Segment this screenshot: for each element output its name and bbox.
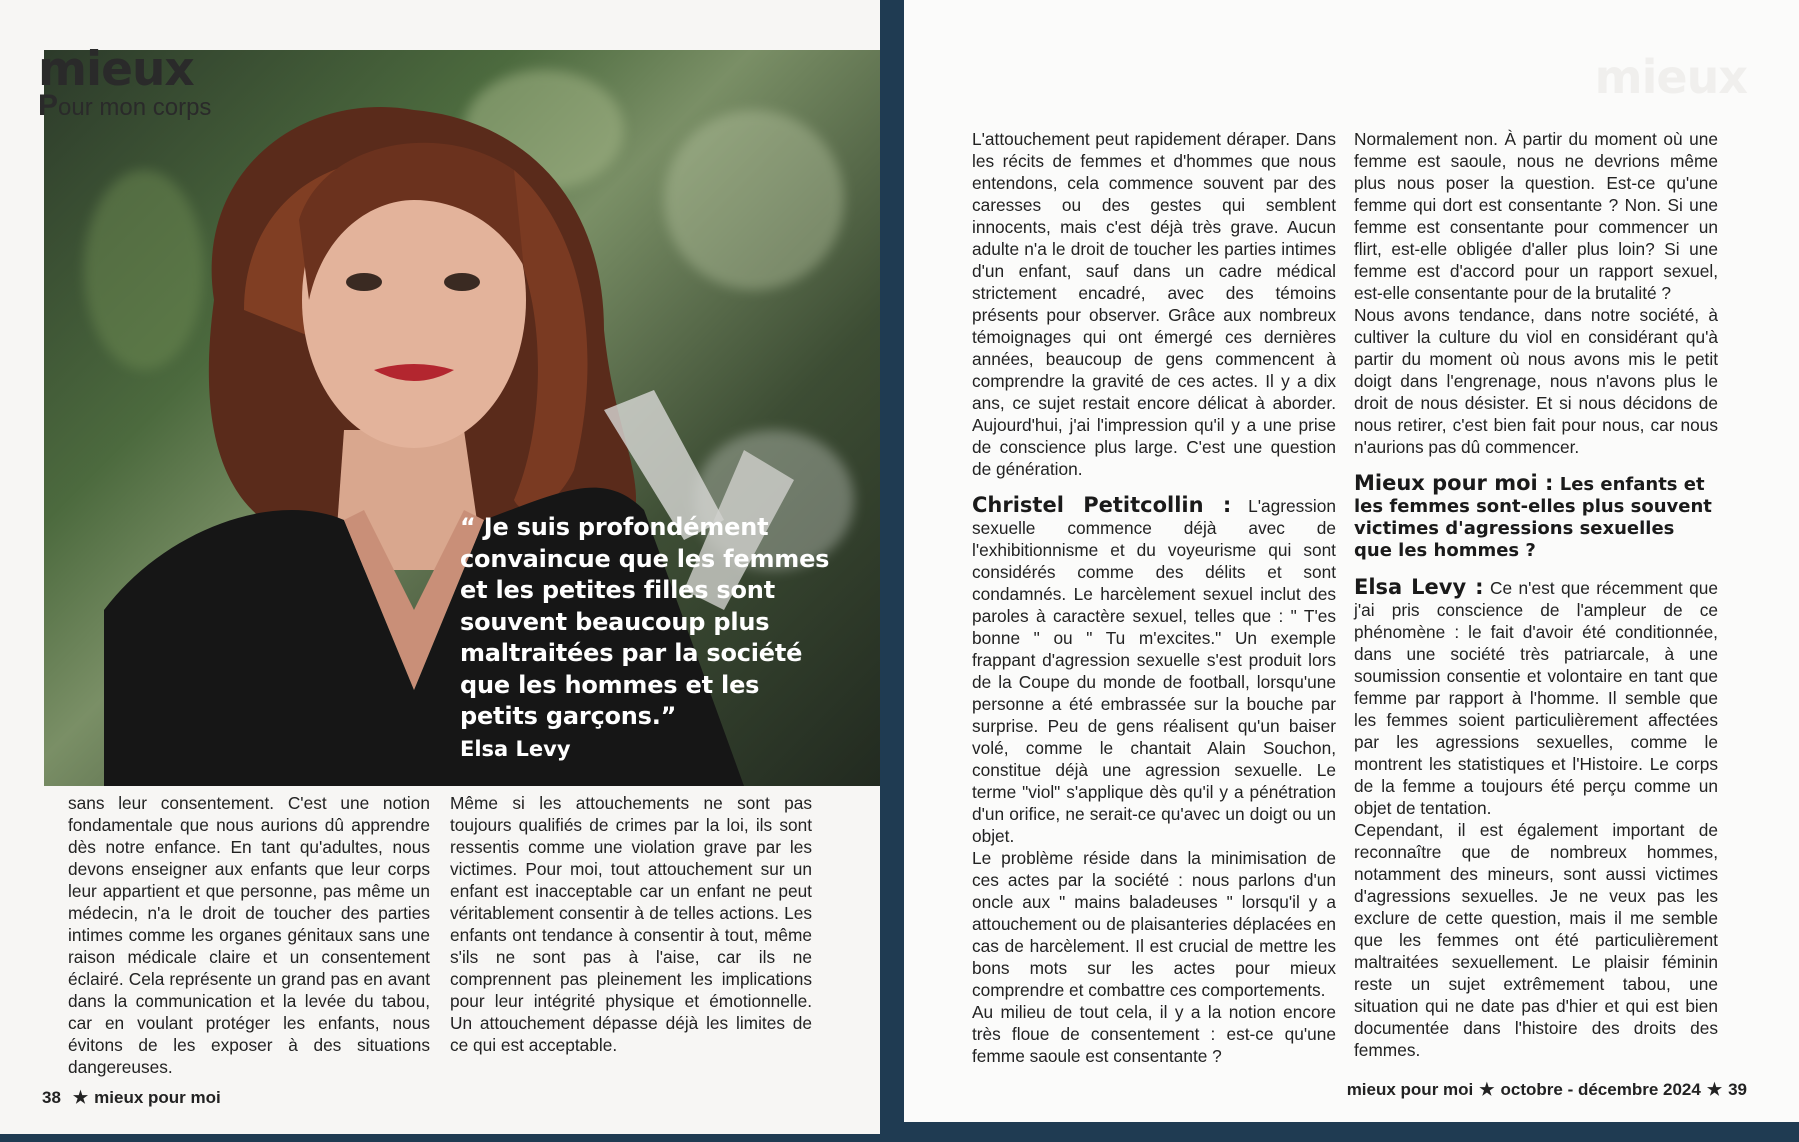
brand-sub-initial: P — [38, 89, 59, 122]
paragraph-text: Ce n'est que récemment que j'ai pris conscience de l'ampleur de ce phénomène : le fait d'avoir été conditionnée, dans une société très patriarcale, à une soumission consentie et volontaire en tant que femme par rapport à l'homme. Il semble que les femmes soient particulièrement affectées par les agressions sexuelles, comme le montrent les statistiques et l'Histoire. Le corps de la femme a toujours été perçu comme un objet de tentation. — [1354, 578, 1718, 818]
paragraph — [1354, 576, 1718, 819]
magazine-name-left: mieux pour moi — [94, 1088, 221, 1107]
brand-subtitle — [38, 91, 211, 121]
pull-quote — [460, 512, 840, 761]
page-number-right: 39 — [1728, 1080, 1747, 1099]
page-number-left: 38 — [42, 1088, 61, 1107]
issue-date: octobre - décembre 2024 — [1500, 1080, 1701, 1099]
paragraph-text: L'agression sexuelle commence déjà avec de l'exhibitionnisme et du voyeurisme qui sont considérés comme des délits et sont condamnés. Le harcèlement sexuel inclut des paroles à caractère sexuel, telles que : " T'es bonne " ou " Tu m'excites." Un exemple frappant d'agression sexuelle s'est produit lors de la Coupe du monde de football, lorsqu'une personne a été embrassée sur la bouche par surprise. Peu de gens réalisent qu'un baiser volé, comme le chantait Alain Souchon, constitue déjà une agression sexuelle. Le terme "viol" s'applique dès qu'il y a pénétration d'un orifice, ne serait-ce qu'avec un doigt ou un objet. — [972, 496, 1336, 846]
right-page — [904, 0, 1799, 1122]
paragraph: Normalement non. À partir du moment où une femme est saoule, nous ne devrions même plus nous poser la question. Est-ce qu'une femme qui dort est consentante ? Non. Si une femme est consentante pour commencer un flirt, est-elle obligée d'aller plus loin? Si une femme est d'accord pour un rapport sexuel, est-elle consentante pour de la brutalité ? — [1354, 129, 1718, 303]
left-column-2: Même si les attouchements ne sont pas toujours qualifiés de crimes par la loi, ils sont ressentis comme une violation grave par les victimes. Pour moi, tout attouchement sur un enfant est inacceptable car un enfant ne peut véritablement consentir à de telles actions. Les enfants ont tendance à consentir à tout, même s'ils ne sont pas à l'aise, car ils ne comprennent pas pleinement les implications pour leur intégrité physique et émotionnelle. Un attouchement dépasse déjà les limites de ce qui est acceptable. — [450, 793, 812, 1055]
magazine-name-right: mieux pour moi — [1346, 1080, 1474, 1099]
paragraph — [972, 494, 1336, 847]
ghost-brand: mieux — [1594, 50, 1747, 104]
right-column-2 — [1354, 128, 1718, 1067]
left-page — [0, 0, 880, 1134]
interview-question — [1354, 472, 1718, 562]
paragraph: Au milieu de tout cela, il y a la notion encore très floue de consentement : est-ce qu'une femme saoule est consentante ? — [972, 1002, 1336, 1066]
left-column-1: sans leur consentement. C'est une notion fondamentale que nous aurions dû apprendre dès notre enfance. En tant qu'adultes, nous devons enseigner aux enfants que leur corps leur appartient et que personne, pas même un médecin, n'a le droit de toucher des parties intimes comme les organes génitaux sans une raison médicale claire et un consentement éclairé. Cela représente un grand pas en avant dans la communication et la levée du tabou, car en voulant protéger les enfants, nous évitons de les exposer à des situations dangereuses. — [68, 793, 430, 1077]
star-icon: ★ — [72, 1088, 89, 1107]
left-footer — [42, 1088, 221, 1108]
brand-word: mieux — [38, 42, 194, 97]
paragraph: Nous avons tendance, dans notre société, à cultiver la culture du viol en considérant qu'à partir du moment où nous avons mis le petit doigt dans l'engrenage, nous n'avons plus le droit de nous désister. Et si nous décidons de nous retirer, c'est bien fait pour nous, car nous n'aurions pas dû commencer. — [1354, 305, 1718, 457]
left-article-columns — [68, 792, 812, 1078]
paragraph: Le problème réside dans la minimisation de ces actes par la société : nous parlons d'un oncle aux " mains baladeuses " lorsqu'il y a attouchement ou de plaisanteries déplacées en cas de harcèlement. Il est crucial de mettre les bons mots sur les actes pour mieux comprendre et combattre ces comportements. — [972, 848, 1336, 1000]
paragraph: L'attouchement peut rapidement déraper. Dans les récits de femmes et d'hommes que nous entendons, cela commence souvent par des caresses ou des gestes qui semblent innocents, mais c'est déjà très grave. Aucun adulte n'a le droit de toucher les parties intimes d'un enfant, sauf dans un cadre médical strictement encadré, avec des témoins présents pour observer. Grâce aux nombreux témoignages qui ont émergé ces dernières années, beaucoup de gens commencent à comprendre la gravité de ces actes. Il y a dix ans, ce sujet restait encore délicat à aborder. Aujourd'hui, j'ai l'impression qu'il y a une prise de conscience plus large. C'est une question de génération. — [972, 129, 1336, 479]
brand-logo — [38, 42, 212, 122]
pull-quote-text: “ Je suis profondément convaincue que les femmes et les petites filles sont souvent beaucoup plus maltraitées par la société que les hommes et les petits garçons.” — [460, 513, 830, 730]
speaker-name: Elsa Levy : — [1354, 575, 1484, 599]
right-footer — [1347, 1080, 1747, 1100]
paragraph: Cependant, il est également important de reconnaître que de nombreux hommes, notamment des mineurs, sont aussi victimes d'agressions sexuelles. Je ne veux pas les exclure de cette question, mais il me semble que les femmes ont été particulièrement maltraitées sexuellement. Le plaisir féminin reste un sujet extrêmement tabou, une situation qui ne date pas d'hier et qui est bien documentée dans l'histoire des droits des femmes. — [1354, 820, 1718, 1060]
right-article-columns — [972, 128, 1718, 1067]
pull-quote-author: Elsa Levy — [460, 736, 571, 761]
speaker-name: Christel Petitcollin : — [972, 493, 1232, 517]
star-icon: ★ — [1706, 1080, 1723, 1099]
right-column-1 — [972, 128, 1336, 1067]
star-icon: ★ — [1479, 1080, 1495, 1099]
brand-sub-rest: our mon corps — [58, 94, 212, 121]
interviewer-name: Mieux pour moi : — [1354, 471, 1554, 495]
question-text: Les enfants et les femmes sont-elles plus souvent victimes d'agressions sexuelles que les hommes ? — [1354, 474, 1712, 561]
